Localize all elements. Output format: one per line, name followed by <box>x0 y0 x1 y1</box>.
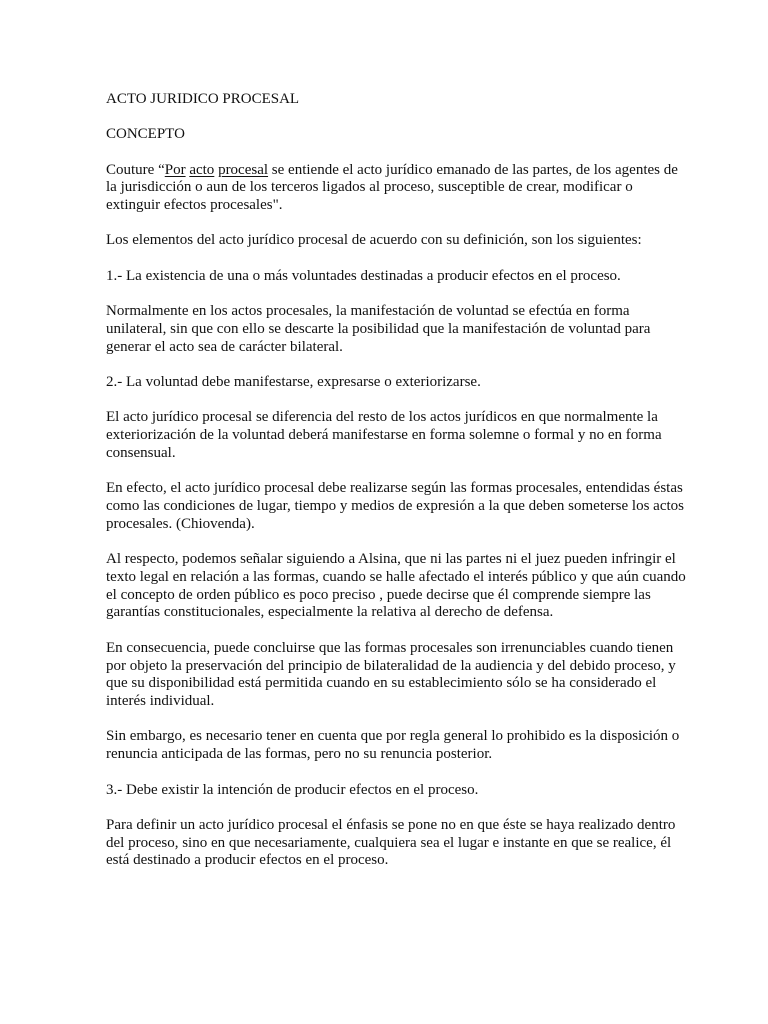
underlined-word-acto: acto <box>189 161 215 178</box>
paragraph-element-1: 1.- La existencia de una o más voluntades destinadas a producir efectos en el proceso. <box>106 267 621 284</box>
intro-paragraph <box>106 162 686 215</box>
paragraph-element-3: 3.- Debe existir la intención de producir efectos en el proceso. <box>106 781 479 798</box>
intro-prefix: Couture “ <box>106 161 165 178</box>
intro-rest: se entiende el acto jurídico emanado de las partes, de los agentes de la jurisdicción o aun de los terceros ligados al proceso, susceptible de crear, modificar o extinguir efectos procesales". <box>106 161 678 214</box>
paragraph-formas-procesales: En efecto, el acto jurídico procesal debe realizarse según las formas procesales, entendidas éstas como las condiciones de lugar, tiempo y medios de expresión a la que deben someterse los actos procesales. (Chiovenda). <box>106 480 684 532</box>
paragraph-elements-intro: Los elementos del acto jurídico procesal de acuerdo con su definición, son los siguientes: <box>106 232 642 249</box>
paragraph-consecuencia: En consecuencia, puede concluirse que las formas procesales son irrenunciables cuando tienen por objeto la preservación del principio de bilateralidad de la audiencia y del debido proceso, y que su disponibilidad está permitida cuando en su establecimiento sólo se ha considerado el interés individual. <box>106 639 676 710</box>
paragraph-solemne: El acto jurídico procesal se diferencia del resto de los actos jurídicos en que normalmente la exteriorización de la voluntad deberá manifestarse en forma solemne o formal y no en forma consensual. <box>106 409 662 461</box>
underlined-word-por: Por <box>164 161 186 178</box>
section-heading: CONCEPTO <box>106 126 185 143</box>
underlined-word-procesal: procesal <box>218 161 269 178</box>
paragraph-definir: Para definir un acto jurídico procesal el énfasis se pone no en que éste se haya realizado dentro del proceso, sino en que necesariamente, cualquiera sea el lugar e instante en que se realice, él está destinado a producir efectos en el proceso. <box>106 816 676 869</box>
paragraph-element-2: 2.- La voluntad debe manifestarse, expresarse o exteriorizarse. <box>106 373 481 390</box>
document-title: ACTO JURIDICO PROCESAL <box>106 91 300 107</box>
paragraph-alsina: Al respecto, podemos señalar siguiendo a Alsina, que ni las partes ni el juez pueden infringir el texto legal en relación a las formas, cuando se halle afectado el interés público y que aún cuando el concepto de orden público es poco preciso , puede decirse que él comprende siempre las garantías constitucionales, especialmente la relativa al derecho de defensa. <box>106 551 686 621</box>
document-body <box>106 91 686 888</box>
paragraph-unilateral: Normalmente en los actos procesales, la manifestación de voluntad se efectúa en forma unilateral, sin que con ello se descarte la posibilidad que la manifestación de voluntad para generar el acto sea de carácter bilateral. <box>106 303 651 355</box>
paragraph-sin-embargo: Sin embargo, es necesario tener en cuenta que por regla general lo prohibido es la disposición o renuncia anticipada de las formas, pero no su renuncia posterior. <box>106 728 680 763</box>
